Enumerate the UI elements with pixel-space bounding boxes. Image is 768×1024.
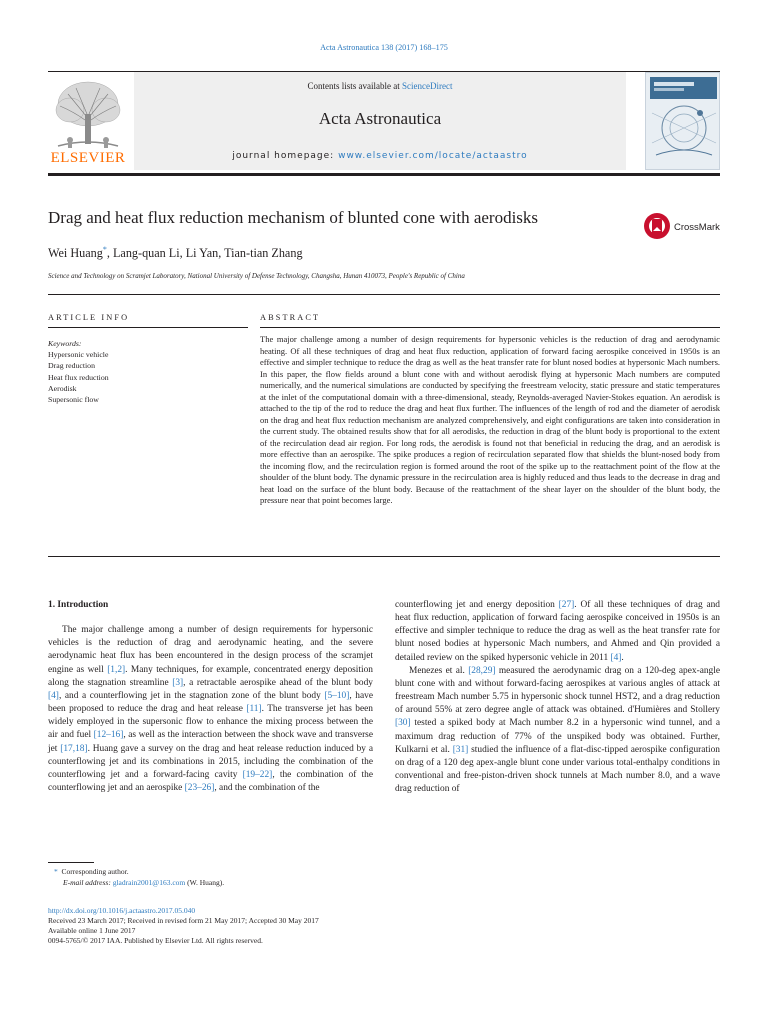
doi-link[interactable]: http://dx.doi.org/10.1016/j.actaastro.2017.05.040	[48, 906, 196, 915]
intro-paragraph-1	[48, 624, 373, 795]
reference-link[interactable]: [27]	[558, 600, 575, 610]
keywords-label: Keywords:	[48, 339, 82, 348]
paragraph-text: . Many techniques, for example, concentrated energy deposition along the stagnation streamline	[48, 664, 373, 688]
intro-paragraph-continued	[395, 599, 720, 665]
abstract-heading: ABSTRACT	[260, 313, 321, 322]
abstract-text: The major challenge among a number of design requirements for hypersonic vehicles is the reduction of drag and aerodynamic heating. Of all these techniques of drag and heat flux reduction, application of forward facing aerospike conceived in 1950s is an effective and simpler technique to reduce the drag as well as the heat transfer rate for blunt nosed bodies at hypersonic Mach numbers. In this paper, the flow fields around a blunt cone with and without aerodisk flying at hypersonic Mach numbers are computed numerically, and the numerical simulations are conducted by specifying the freestream velocity, static pressure and static temperatures at the inlet of the computational domain with a three-dimensional, steady, Reynolds-averaged Navier-Stokes equation. An aerodisk is attached to the tip of the rod to reduce the drag and heat flux further. The influences of the length of rod and the diameter of aerodisk on the drag and heat flux reduction mechanism are analyzed comprehensively, and eight configurations are taken into consideration in the current study. The obtained results show that for all aerodisks, the reduction in drag of the blunt body is proportional to the extent of the recirculation dead air region. For long rods, the aerodisk is found not that beneficial in reducing the drag, and an aerodisk is more effective than an aerospike. The spike produces a region of recirculation separated flow that shields the blunt-nosed body from the incoming flow, and the recirculation region is formed around the root of the spike up to the reattachment point of the flow at the shoulder of the blunt body. The dynamic pressure in the recirculation area is highly reduced and thus leads to the decrease in drag and heat load on the surface of the blunt body. Because of the reattachment of the shear layer on the shoulder of the blunt body, the pressure near that point becomes large.	[260, 334, 720, 505]
section-heading-introduction: 1. Introduction	[48, 600, 109, 610]
available-online: Available online 1 June 2017	[48, 926, 136, 935]
paragraph-text: , the combination of the counterflowing jet and an aerospike	[48, 769, 374, 794]
journal-homepage	[134, 151, 626, 161]
crossmark-label: CrossMark	[674, 222, 720, 233]
paragraph-text: . Of all these techniques of drag and heat flux reduction, application of forward facing aerospike conceived in 1950s is an effective and simpler technique to reduce the drag as well as the heat transfer rate for blunt nosed bodies at hypersonic Mach numbers, and Ahmed and Qin provided a detailed review on the spiked hypersonic vehicle in 2011	[395, 600, 720, 663]
footnote-mark: *	[54, 867, 58, 876]
article-info-heading: ARTICLE INFO	[48, 313, 130, 322]
email-suffix: (W. Huang).	[185, 878, 225, 887]
homepage-prefix: journal homepage:	[232, 151, 339, 161]
contents-prefix: Contents lists available at	[307, 81, 402, 91]
reference-link[interactable]: [11]	[246, 704, 262, 715]
journal-cover-image[interactable]	[645, 72, 720, 170]
email-label: E-mail address:	[63, 878, 113, 887]
intro-paragraph-2	[395, 665, 720, 797]
paragraph-text: The major challenge among a number of design requirements for hypersonic vehicles is the reduction of drag and aerodynamic heating, and the severe aerodynamic heat flux has been encountered in the design process of the scramjet engine as well	[48, 625, 373, 675]
corresponding-author-mark[interactable]: *	[102, 245, 107, 254]
cover-artwork	[646, 73, 720, 170]
keyword-item: Supersonic flow	[48, 395, 99, 405]
crossmark-icon	[644, 213, 670, 239]
header-bottom-rule	[48, 173, 720, 176]
right-column	[395, 599, 720, 796]
homepage-link[interactable]: www.elsevier.com/locate/actaastro	[338, 151, 528, 161]
paragraph-text: , and a counterflowing jet in the stagnation zone of the blunt body	[58, 690, 325, 701]
footnote-rule	[48, 862, 94, 863]
paragraph-text: studied the influence of a flat-disc-tipped aerospike configuration on drag of a 120 deg apex-angle blunt cone under various total-enthalpy conditions in conventional and free-piston-driven shock tunnels at Mach number 8.0, and a wave drag reduction of	[395, 744, 720, 795]
paragraph-text: , have been proposed to reduce the drag and heat release	[48, 690, 373, 715]
reference-link[interactable]: [17,18]	[60, 743, 88, 754]
paragraph-text: .	[621, 652, 624, 663]
reference-link[interactable]: [1,2]	[107, 664, 126, 675]
keyword-item: Aerodisk	[48, 383, 77, 393]
article-info-rule	[48, 327, 248, 328]
crossmark-badge[interactable]	[643, 210, 723, 242]
keyword-item: Hypersonic vehicle	[48, 350, 109, 360]
paragraph-text: , as well as the interaction between the shock wave and transverse jet	[48, 730, 373, 754]
reference-link[interactable]: [28,29]	[468, 665, 496, 676]
article-title: Drag and heat flux reduction mechanism of blunted cone with aerodisks	[48, 208, 539, 227]
reference-link[interactable]: [4]	[610, 652, 622, 663]
other-authors: , Lang-quan Li, Li Yan, Tian-tian Zhang	[106, 246, 303, 261]
paragraph-text: Menezes et al.	[409, 665, 469, 676]
reference-link[interactable]: [19–22]	[242, 769, 273, 780]
received-dates: Received 23 March 2017; Received in revised form 21 May 2017; Accepted 30 May 2017	[48, 916, 319, 925]
contents-line	[134, 81, 626, 91]
reference-link[interactable]: [31]	[452, 744, 469, 755]
email-link[interactable]: gladrain2001@163.com	[112, 878, 186, 887]
paragraph-text: measured the aerodynamic drag on a 120-deg apex-angle blunt cone with and without forward-facing aerospikes at various angles of attack at freestream Mach number 5.75 in hypersonic shock tunnel HST2, and a drag reduction of around 55% at zero degree angle of attack was obtained. d'Humières and Stollery	[395, 665, 720, 716]
paragraph-text: tested a spiked body at Mach number 8.2 in a hypersonic wind tunnel, and a maximum drag reduction of 77% of the unspiked body was obtained. Further, Kulkarni et al.	[395, 718, 720, 755]
keywords-block	[48, 338, 228, 405]
email-note	[63, 878, 224, 889]
paragraph-text: , a retractable aerospike ahead of the blunt body	[183, 677, 373, 688]
paragraph-text: counterflowing jet and energy deposition	[395, 600, 559, 610]
left-column	[48, 599, 373, 795]
paragraph-text: , and the combination of the	[214, 783, 320, 794]
reference-link[interactable]: [3]	[172, 677, 184, 688]
keyword-item: Heat flux reduction	[48, 372, 109, 382]
corresponding-author-note	[54, 867, 129, 878]
reference-link[interactable]: [30]	[395, 718, 411, 729]
sciencedirect-link[interactable]: ScienceDirect	[402, 81, 453, 91]
paragraph-text: . Huang gave a survey on the drag and heat release reduction induced by a counterflowing jet and its combinations in 2015, including the combination of the counterflowing jet and a forward-facing cavity	[48, 743, 373, 780]
reference-link[interactable]: [23–26]	[184, 783, 215, 794]
author-list	[48, 245, 648, 261]
elsevier-wordmark[interactable]: ELSEVIER	[50, 150, 126, 166]
first-author[interactable]: Wei Huang	[48, 246, 103, 261]
abstract-top-rule	[260, 327, 720, 328]
journal-citation[interactable]: Acta Astronautica 138 (2017) 168–175	[320, 43, 448, 52]
reference-link[interactable]: [5–10]	[324, 690, 350, 701]
reference-link[interactable]: [12–16]	[93, 730, 124, 741]
affiliation: Science and Technology on Scramjet Laboratory, National University of Defense Technology, Changsha, Hunan 410073, People's Republic of China	[48, 272, 465, 280]
copyright-line: 0094-5765/© 2017 IAA. Published by Elsevier Ltd. All rights reserved.	[48, 936, 263, 945]
abstract-bottom-rule	[48, 556, 720, 557]
journal-name: Acta Astronautica	[318, 109, 442, 128]
affiliation-rule	[48, 294, 720, 295]
reference-link[interactable]: [4]	[48, 690, 59, 701]
paragraph-text: . The transverse jet has been widely employed in the supersonic flow to enhance the mixing process between the air and fuel	[48, 704, 373, 741]
keyword-item: Drag reduction	[48, 361, 95, 371]
corresponding-author-text: Corresponding author.	[61, 867, 129, 876]
